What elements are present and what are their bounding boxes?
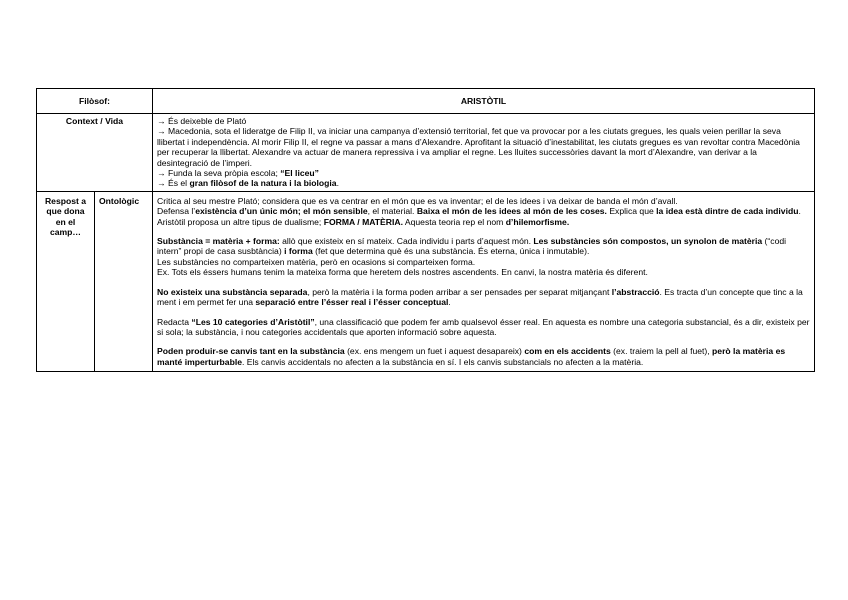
spacer [157,308,810,317]
paragraph-critique: Critica al seu mestre Plató; considera que es va centrar en el món que es va inventar; el de les idees i va deixar de banda el món d’avall. [157,195,678,206]
context-row [37,114,815,192]
context-label: Context / Vida [37,114,153,192]
context-line-3: → Funda la seva pròpia escola; “El liceu” [157,168,319,179]
response-label: Respost a que dona en el camp… [37,191,95,371]
document-sheet [36,88,814,372]
paragraph-one-world: Defensa l’existència d’un únic món; el món sensible, el material. Baixa el món de les idees al món de les coses. Explica que la idea està dintre de cada individu. [157,206,801,217]
response-row [37,191,815,371]
context-line-2: → Macedonia, sota el lideratge de Filip II, va iniciar una campanya d’extensió territorial, fet que va provocar por a les ciutats gregues, les quals veien perillar la seva llibertat i independència. Al morir Filip II, el regne va passar a mans d’Alexandre. Aprofitant la situació d’inestabilitat, les ciutats gregues es van revoltar contra Macedònia per recuperar la llibertat. Alexandre va actuar de manera repressiva i va ampliar el regne. Les lluites successòries davant la mort d’Alexandre, van derivar a la desintegració de l’imperi. [157,126,800,168]
context-line-4: → És el gran filòsof de la natura i la biologia. [157,178,339,189]
spacer [157,337,810,346]
paragraph-categories: Redacta “Les 10 categories d’Aristòtil”, una classificació que podem fer amb qualsevol ésser real. En aquesta es nombre una categoria substancial, és a dir, existeix per si sola; la substància, i nou categories accidentals que aporten informació sobre aquesta. [157,316,810,337]
paragraph-substance: Substància = matèria + forma: allò que existeix en sí mateix. Cada individu i parts d’aquest món. Les substàncies són compostos, un synolon de matèria (“codi intern” propi de casa susbtància) i forma (fet que determina què és una substància. És eterna, única i inmutable). [157,236,787,257]
spacer [157,278,810,287]
paragraph-abstraction: No existeix una substància separada, però la matèria i la forma poden arribar a ser pensades per separat mitjançant l’abstracció. Es tracta d’un concepte que tinc a la ment i em permet fer una separació entre l’ésser real i l’ésser conceptual. [157,286,803,308]
paragraph-dualism: Aristòtil proposa un altre tipus de dualisme; FORMA / MATÈRIA. Aquesta teoria rep el nom d’hilemorfisme. [157,216,570,227]
header-row [37,89,815,114]
context-content [153,114,815,192]
context-line-1: → És deixeble de Plató [157,116,247,126]
response-content [153,191,815,371]
paragraph-example: Ex. Tots els éssers humans tenim la mateixa forma que heretem dels nostres ascendents. En canvi, la nostra matèria és diferent. [157,267,648,278]
paragraph-shared-form: Les substàncies no comparteixen matèria, però en ocasions si comparteixen forma. [157,256,476,267]
ontologic-label: Ontològic [95,191,153,371]
paragraph-changes: Poden produir-se canvis tant en la substància (ex. ens mengem un fuet i aquest desapareix) com en els accidents (ex. traiem la pell al fuet), però la matèria es manté imperturbable. Els canvis accidentals no afecten a la substància en sí. I els canvis substancials no afecten a la matèria. [157,346,786,367]
philosopher-name: ARISTÒTIL [153,89,815,114]
spacer [157,227,810,236]
philosopher-table [36,88,815,372]
philosopher-label: Filòsof: [37,89,153,114]
